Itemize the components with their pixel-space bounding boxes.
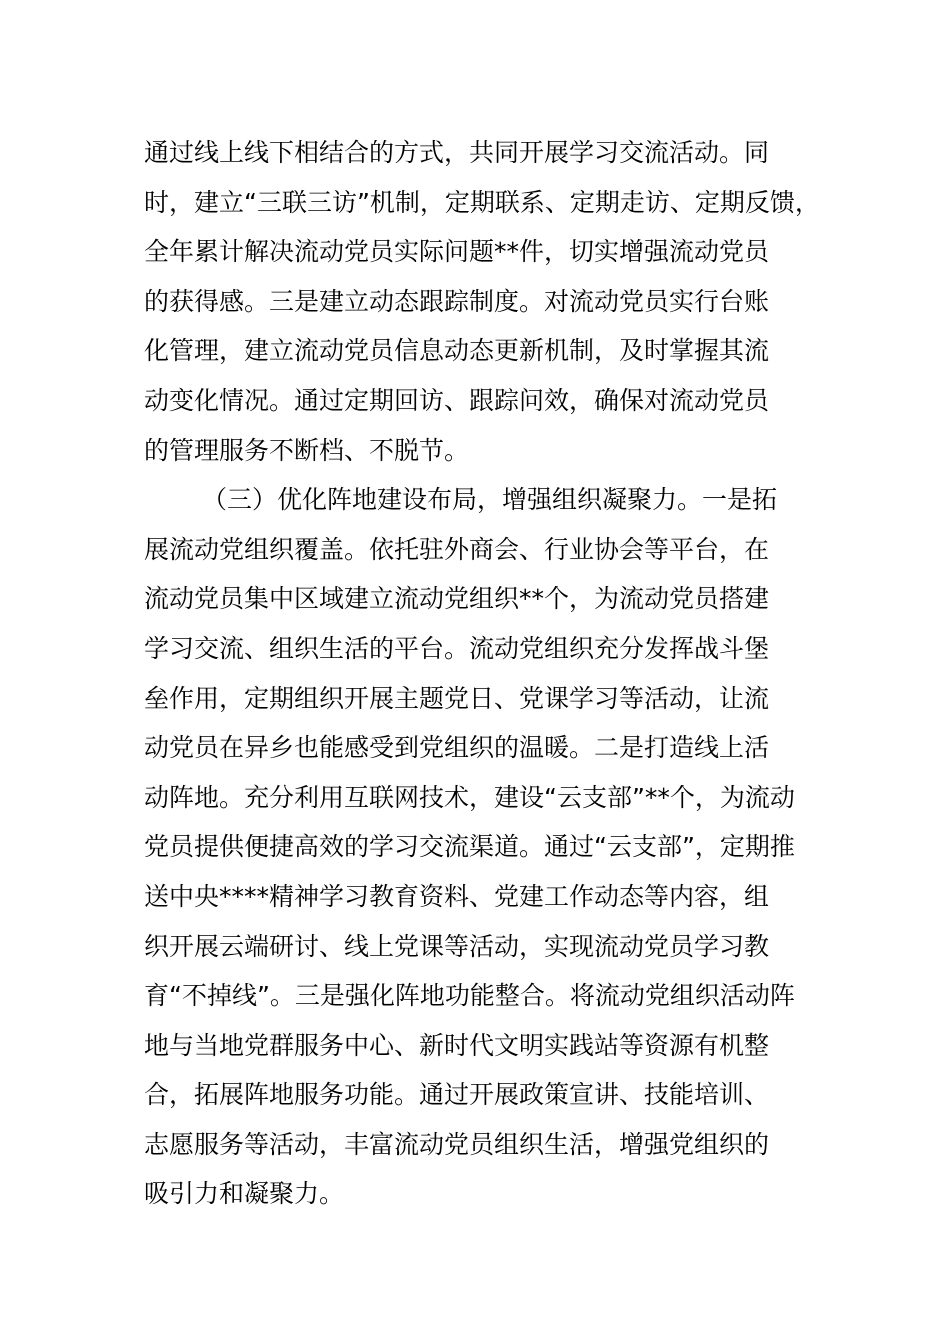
text-line: 学习交流、组织生活的平台。流动党组织充分发挥战斗堡: [144, 633, 770, 663]
text-line: 合，拓展阵地服务功能。通过开展政策宣讲、技能培训、: [144, 1080, 770, 1110]
text-line: 织开展云端研讨、线上党课等活动，实现流动党员学习教: [144, 931, 770, 961]
text-line: 党员提供便捷高效的学习交流渠道。通过“云支部”，定期推: [144, 832, 795, 862]
text-line: 的获得感。三是建立动态跟踪制度。对流动党员实行台账: [144, 286, 770, 316]
text-line: 志愿服务等活动，丰富流动党员组织生活，增强党组织的: [144, 1129, 770, 1159]
text-line: 动变化情况。通过定期回访、跟踪问效，确保对流动党员: [144, 385, 770, 415]
text-line: 地与当地党群服务中心、新时代文明实践站等资源有机整: [144, 1030, 770, 1060]
text-line: 全年累计解决流动党员实际问题**件，切实增强流动党员: [144, 237, 770, 267]
text-line: 垒作用，定期组织开展主题党日、党课学习等活动，让流: [144, 683, 770, 713]
text-line: 流动党员集中区域建立流动党组织**个，为流动党员搭建: [144, 584, 770, 614]
text-line: 动党员在异乡也能感受到党组织的温暖。二是打造线上活: [144, 733, 770, 763]
text-line: 动阵地。充分利用互联网技术，建设“云支部”**个，为流动: [144, 782, 795, 812]
text-line: 的管理服务不断档、不脱节。: [144, 435, 470, 465]
section-heading-line: （三）优化阵地建设布局，增强组织凝聚力。一是拓: [202, 485, 778, 515]
text-line: 时，建立“三联三访”机制，定期联系、定期走访、定期反馈，: [144, 187, 820, 217]
text-line: 展流动党组织覆盖。依托驻外商会、行业协会等平台，在: [144, 534, 770, 564]
text-line: 育“不掉线”。三是强化阵地功能整合。将流动党组织活动阵: [144, 981, 795, 1011]
body-text: [144, 128, 844, 1219]
text-line: 吸引力和凝聚力。: [144, 1179, 345, 1209]
text-line: 化管理，建立流动党员信息动态更新机制，及时掌握其流: [144, 336, 770, 366]
text-line: 通过线上线下相结合的方式，共同开展学习交流活动。同: [144, 138, 770, 167]
text-line: 送中央****精神学习教育资料、党建工作动态等内容，组: [144, 881, 770, 911]
